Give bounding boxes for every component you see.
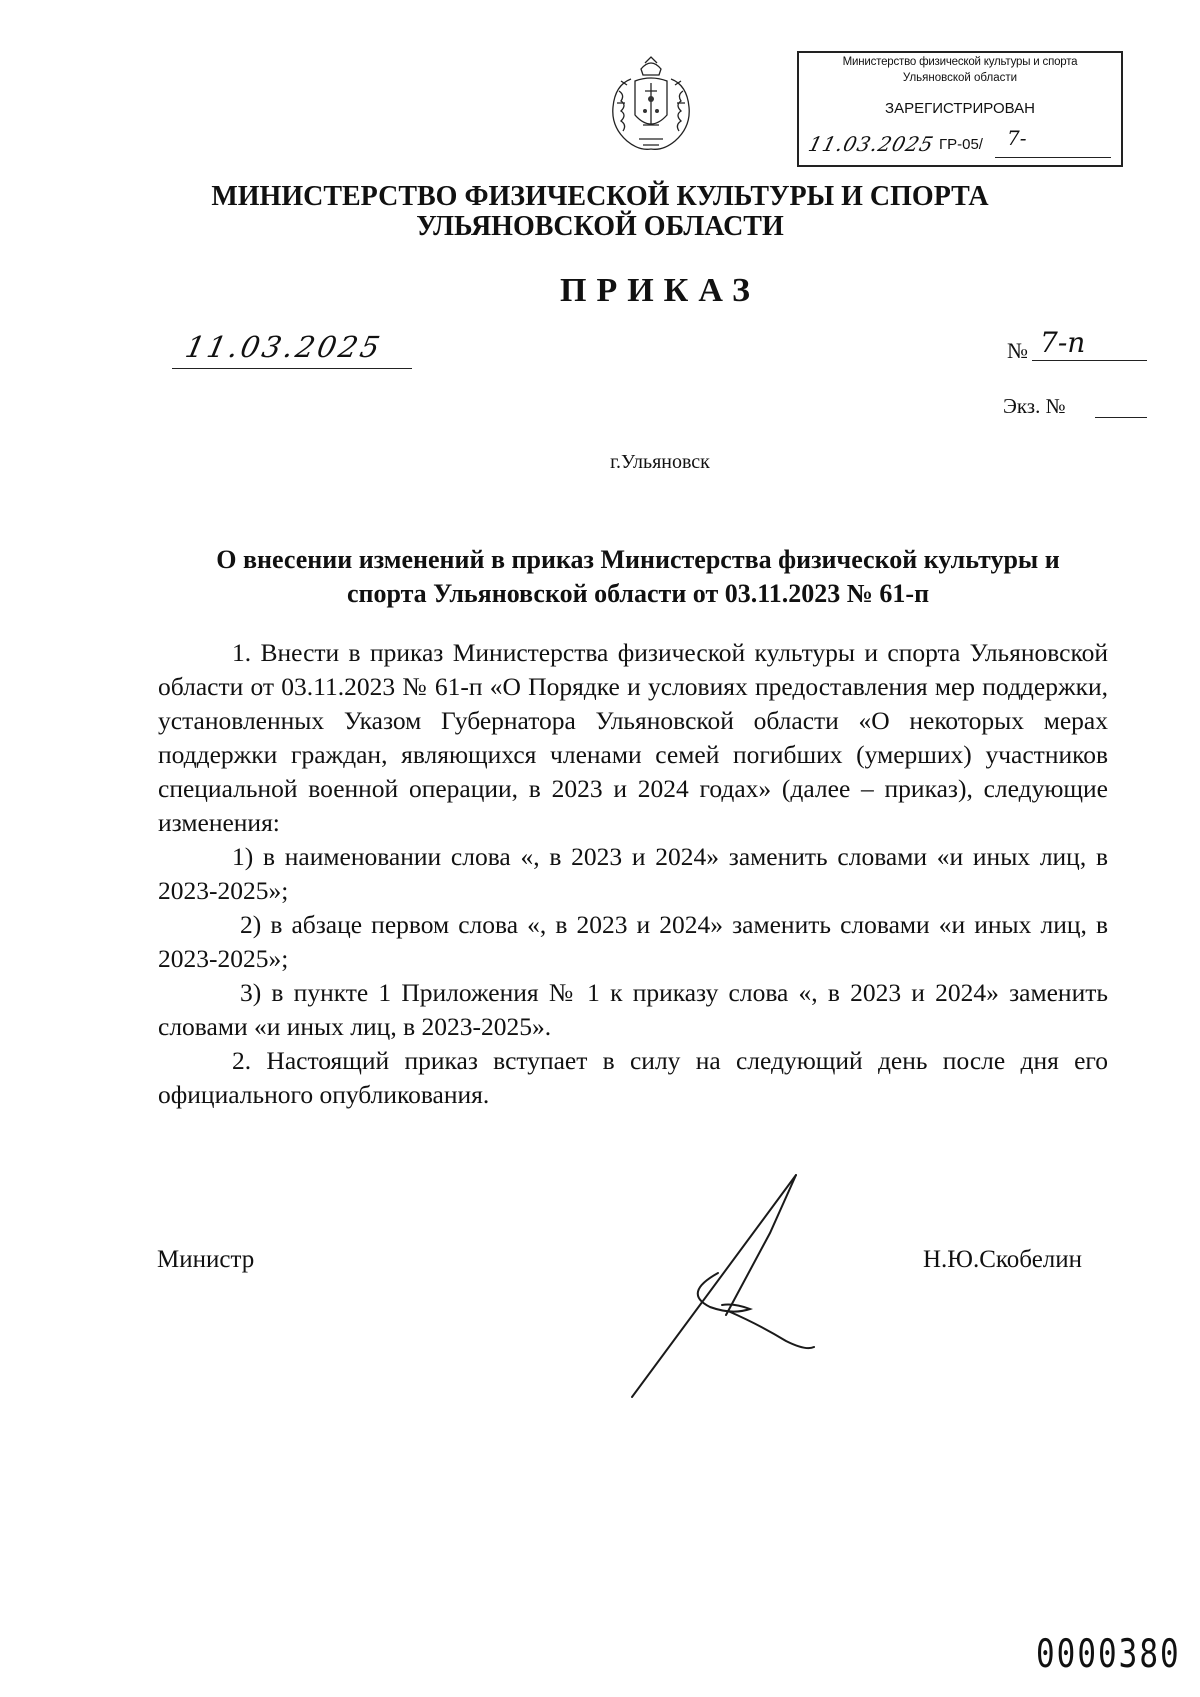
order-number-underline bbox=[1032, 360, 1147, 361]
registration-stamp bbox=[797, 51, 1123, 167]
coat-of-arms-emblem bbox=[605, 55, 697, 160]
stamp-status: ЗАРЕГИСТРИРОВАН bbox=[885, 100, 1035, 117]
org-name-line1: МИНИСТЕРСТВО ФИЗИЧЕСКОЙ КУЛЬТУРЫ И СПОРТА bbox=[211, 181, 989, 212]
handwritten-signature bbox=[610, 1165, 830, 1410]
signatory-name: Н.Ю.Скобелин bbox=[923, 1246, 1083, 1273]
order-heading-line1: О внесении изменений в приказ Министерства физической культуры и bbox=[216, 545, 1060, 574]
copy-number-underline bbox=[1095, 417, 1147, 418]
order-body bbox=[158, 636, 1108, 1112]
stamp-underline bbox=[995, 157, 1111, 158]
document-serial-number: 0000380 bbox=[1036, 1632, 1181, 1677]
paragraph-1: 1. Внести в приказ Министерства физической культуры и спорта Ульяновской области от 03.11.2023 № 61-п «О Порядке и условиях предоставления мер поддержки, установленных Указом Губернатора Ульяновской области «О некоторых мерах поддержки граждан, являющихся членами семей погибших (умерших) участников специальной военной операции, в 2023 и 2024 годах» (далее – приказ), следующие изменения: bbox=[158, 638, 1108, 837]
city: г.Ульяновск bbox=[610, 451, 710, 473]
copy-number-label: Экз. № bbox=[1003, 394, 1066, 418]
order-heading-line2: спорта Ульяновской области от 03.11.2023 № 61-п bbox=[346, 579, 930, 608]
doc-title: ПРИКАЗ bbox=[560, 272, 760, 309]
paragraph-sub-3: 3) в пункте 1 Приложения № 1 к приказу слова «, в 2023 и 2024» заменить словами «и иных лиц, в 2023-2025». bbox=[158, 978, 1108, 1041]
order-date: 11.03.2025 bbox=[182, 330, 386, 364]
stamp-org-line1: Министерство физической культуры и спорта bbox=[842, 56, 1078, 68]
signatory-title: Министр bbox=[157, 1246, 255, 1273]
paragraph-sub-2: 2) в абзаце первом слова «, в 2023 и 2024» заменить словами «и иных лиц, в 2023-2025»; bbox=[158, 910, 1108, 973]
order-number: 7-п bbox=[1040, 326, 1086, 359]
stamp-reg-date: 11.03.2025 bbox=[806, 132, 937, 156]
paragraph-sub-1: 1) в наименовании слова «, в 2023 и 2024» заменить словами «и иных лиц, в 2023-2025»; bbox=[158, 842, 1108, 905]
stamp-org-line2: Ульяновской области bbox=[902, 72, 1018, 84]
org-name-line2: УЛЬЯНОВСКОЙ ОБЛАСТИ bbox=[416, 211, 784, 242]
paragraph-2: 2. Настоящий приказ вступает в силу на следующий день после дня его официального опубликования. bbox=[158, 1046, 1108, 1109]
order-date-underline bbox=[172, 368, 412, 369]
order-heading bbox=[168, 543, 1108, 611]
order-number-label: № bbox=[1007, 338, 1028, 363]
stamp-reg-prefix: ГР-05/ bbox=[939, 136, 983, 153]
stamp-reg-number: 7- bbox=[1007, 126, 1027, 150]
